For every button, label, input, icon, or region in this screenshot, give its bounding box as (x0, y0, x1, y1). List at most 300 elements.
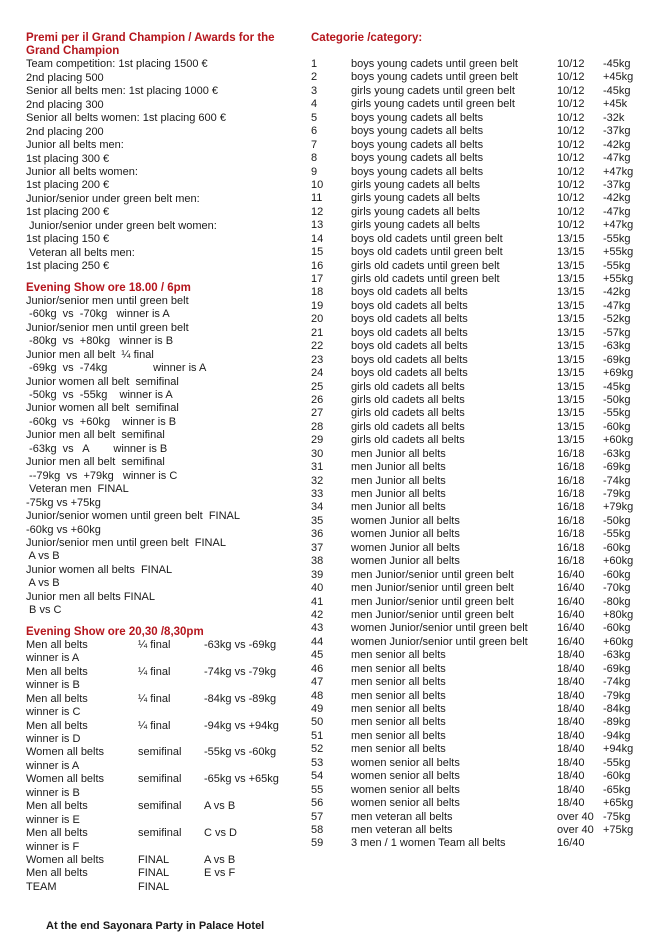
category-description: girls old cadets all belts (351, 393, 465, 406)
category-weight: -65kg (603, 783, 631, 796)
award-line: Junior all belts women: (26, 166, 138, 179)
evening-show-2-row (26, 881, 301, 894)
category-age: 18/40 (557, 649, 585, 662)
category-age: 13/15 (557, 393, 585, 406)
category-weight: +45kg (603, 71, 634, 84)
evening-show-2-row (26, 693, 301, 706)
category-number: 4 (311, 98, 318, 111)
category-description: girls young cadets all belts (351, 219, 481, 232)
category-age: 13/15 (557, 232, 585, 245)
category-weight: -47kg (603, 152, 631, 165)
evening-show-2-list (26, 639, 301, 894)
category-number: 17 (311, 273, 324, 285)
category-number: 56 (311, 797, 324, 810)
category-age: 10/12 (557, 98, 585, 111)
category-description: women senior all belts (351, 756, 460, 769)
evening-show-1-line: Junior/senior men until green belt (26, 321, 189, 334)
match-division: winner is C (26, 706, 81, 719)
evening-show-1-line: Veteran men FINAL (26, 483, 129, 496)
category-weight: -45kg (603, 58, 631, 70)
category-number: 2 (311, 71, 318, 84)
category-age: 18/40 (557, 676, 585, 689)
category-weight: -42kg (603, 138, 631, 151)
category-age: 16/18 (557, 555, 585, 568)
category-weight: -63kg (603, 340, 631, 353)
evening-show-2-row (26, 746, 301, 759)
category-row (311, 770, 661, 783)
category-number: 20 (311, 313, 324, 326)
category-row (311, 112, 661, 125)
category-row (311, 716, 661, 729)
category-description: boys young cadets all belts (351, 138, 484, 151)
category-description: boys old cadets until green belt (351, 232, 503, 245)
category-row (311, 125, 661, 138)
category-number: 51 (311, 729, 324, 742)
category-row (311, 448, 661, 461)
category-description: girls old cadets until green belt (351, 273, 500, 285)
category-weight: -55kg (603, 407, 631, 420)
category-row (311, 730, 661, 743)
category-row (311, 743, 661, 756)
category-age: 18/40 (557, 729, 585, 742)
category-weight: -60kg (603, 568, 631, 581)
category-weight: -69kg (603, 662, 631, 675)
category-description: girls old cadets all belts (351, 434, 465, 447)
category-weight: -55kg (603, 756, 631, 769)
category-weight: -50kg (603, 393, 631, 406)
category-age: 10/12 (557, 205, 585, 218)
right-column (311, 32, 661, 851)
category-row (311, 206, 661, 219)
match-pairing: -84kg vs -89kg (204, 692, 277, 705)
category-description: boys young cadets all belts (351, 152, 484, 165)
evening-show-2-row (26, 773, 301, 786)
category-weight: -69kg (603, 461, 631, 474)
category-row (311, 461, 661, 474)
award-line: 1st placing 200 € (26, 206, 110, 219)
category-number: 42 (311, 608, 324, 621)
category-description: girls old cadets all belts (351, 407, 465, 420)
category-description: women Junior all belts (351, 555, 460, 568)
category-weight: -75kg (603, 810, 631, 823)
category-row (311, 407, 661, 420)
category-description: boys young cadets all belts (351, 111, 484, 124)
category-number: 39 (311, 568, 324, 581)
category-age: 10/12 (557, 138, 585, 151)
evening-show-2-row (26, 639, 301, 652)
category-age: 16/40 (557, 582, 585, 595)
category-row (311, 542, 661, 555)
category-age: 10/12 (557, 111, 585, 124)
category-weight: +47kg (603, 165, 634, 178)
category-number: 7 (311, 138, 318, 151)
evening-show-1-line: Junior men all belt semifinal (26, 456, 165, 469)
category-row (311, 367, 661, 380)
category-row (311, 703, 661, 716)
match-division: Men all belts (26, 827, 88, 840)
category-age: 16/18 (557, 501, 585, 514)
category-description: boys young cadets until green belt (351, 58, 518, 70)
category-number: 31 (311, 461, 324, 474)
category-weight: -63kg (603, 649, 631, 662)
category-row (311, 515, 661, 528)
category-weight: -60kg (603, 770, 631, 783)
category-weight: -57kg (603, 326, 631, 339)
category-weight: +55kg (603, 273, 634, 285)
category-number: 53 (311, 756, 324, 769)
category-age: 13/15 (557, 313, 585, 326)
category-number: 9 (311, 165, 318, 178)
category-age: 18/40 (557, 770, 585, 783)
category-weight: +79kg (603, 501, 634, 514)
match-division: winner is B (26, 786, 80, 799)
category-number: 44 (311, 635, 324, 648)
category-description: men senior all belts (351, 689, 446, 702)
category-weight: +45k (603, 98, 628, 111)
evening-show-2-row (26, 706, 301, 719)
category-number: 18 (311, 286, 324, 299)
category-age: 13/15 (557, 273, 585, 285)
award-line: 1st placing 300 € (26, 152, 110, 165)
match-round: ¼ final (138, 719, 171, 732)
category-row (311, 596, 661, 609)
category-row (311, 327, 661, 340)
evening-show-1-line: -80kg vs +80kg winner is B (26, 335, 174, 348)
category-row (311, 71, 661, 84)
category-description: women senior all belts (351, 797, 460, 810)
category-row (311, 340, 661, 353)
category-number: 40 (311, 582, 324, 595)
category-description: women senior all belts (351, 783, 460, 796)
category-age: 18/40 (557, 743, 585, 756)
category-description: men senior all belts (351, 729, 446, 742)
category-age: 13/15 (557, 380, 585, 393)
category-description: girls old cadets all belts (351, 380, 465, 393)
category-number: 23 (311, 353, 324, 366)
category-description: men veteran all belts (351, 823, 453, 836)
category-age: 13/15 (557, 420, 585, 433)
category-weight: -47kg (603, 205, 631, 218)
evening-show-1-line: A vs B (26, 577, 60, 590)
category-weight: -37kg (603, 125, 631, 138)
category-number: 10 (311, 178, 324, 191)
category-age: 13/15 (557, 286, 585, 299)
category-number: 49 (311, 703, 324, 715)
category-description: women senior all belts (351, 770, 460, 783)
match-pairing: -63kg vs -69kg (204, 638, 277, 651)
category-age: 18/40 (557, 703, 585, 715)
evening-show-2-row (26, 652, 301, 665)
category-row (311, 528, 661, 541)
match-round: FINAL (138, 867, 170, 880)
category-row (311, 797, 661, 810)
category-number: 41 (311, 595, 324, 608)
category-row (311, 313, 661, 326)
evening-show-2-row (26, 800, 301, 813)
category-age: 13/15 (557, 299, 585, 312)
award-line: Junior/senior under green belt women: (26, 219, 217, 232)
category-description: boys old cadets all belts (351, 286, 468, 299)
evening-show-1-line: Junior women all belt semifinal (26, 402, 179, 415)
category-number: 57 (311, 810, 324, 823)
award-line: 2nd placing 200 (26, 125, 104, 138)
evening-show-2-row (26, 814, 301, 827)
category-weight: -89kg (603, 716, 631, 729)
category-age: 13/15 (557, 326, 585, 339)
match-pairing: -55kg vs -60kg (204, 746, 277, 759)
category-row (311, 501, 661, 514)
category-weight: -55kg (603, 528, 631, 541)
category-row (311, 837, 661, 850)
category-weight: -45kg (603, 380, 631, 393)
category-age: 13/15 (557, 246, 585, 259)
category-number: 8 (311, 152, 318, 165)
award-line: 2nd placing 300 (26, 98, 104, 111)
evening-show-1-line: B vs C (26, 604, 62, 617)
category-row (311, 622, 661, 635)
category-number: 30 (311, 447, 324, 460)
evening-show-2-row (26, 666, 301, 679)
category-description: men Junior/senior until green belt (351, 582, 514, 595)
category-weight: -55kg (603, 259, 631, 272)
evening-show-1-line: -60kg vs +60kg (26, 523, 101, 536)
category-description: women Junior all belts (351, 528, 460, 541)
match-round: semifinal (138, 746, 182, 759)
match-pairing: E vs F (204, 867, 236, 880)
category-weight: +60kg (603, 434, 634, 447)
category-description: boys old cadets all belts (351, 313, 468, 326)
category-age: 16/40 (557, 635, 585, 648)
category-number: 19 (311, 299, 324, 312)
category-description: men Junior all belts (351, 488, 446, 500)
category-age: 18/40 (557, 689, 585, 702)
category-number: 6 (311, 125, 318, 138)
category-number: 25 (311, 380, 324, 393)
category-number: 14 (311, 232, 324, 245)
category-age: 16/18 (557, 541, 585, 554)
match-pairing: -65kg vs +65kg (204, 773, 279, 786)
footer-note: At the end Sayonara Party in Palace Hotel (46, 920, 265, 932)
category-age: 13/15 (557, 353, 585, 366)
category-number: 1 (311, 58, 318, 70)
match-division: TEAM (26, 880, 57, 893)
match-division: Men all belts (26, 867, 88, 880)
category-description: women Junior all belts (351, 541, 460, 554)
category-description: girls young cadets all belts (351, 205, 481, 218)
category-description: women Junior/senior until green belt (351, 622, 528, 635)
category-number: 59 (311, 837, 324, 850)
category-number: 55 (311, 783, 324, 796)
category-description: boys young cadets all belts (351, 125, 484, 138)
evening-show-1-line: -75kg vs +75kg (26, 496, 101, 509)
awards-list (26, 58, 301, 273)
award-line: 1st placing 200 € (26, 179, 110, 192)
category-description: men Junior/senior until green belt (351, 568, 514, 581)
category-age: 10/12 (557, 219, 585, 232)
category-number: 22 (311, 340, 324, 353)
evening-show-2-row (26, 720, 301, 733)
category-description: boys old cadets until green belt (351, 246, 503, 259)
evening-show-1-line: Junior men all belts FINAL (26, 590, 155, 603)
category-row (311, 300, 661, 313)
award-line: Junior all belts men: (26, 139, 124, 152)
category-description: men Junior all belts (351, 447, 446, 460)
award-line: 1st placing 250 € (26, 260, 110, 273)
award-line: 2nd placing 500 (26, 71, 104, 84)
category-description: boys old cadets all belts (351, 326, 468, 339)
evening-show-2-row (26, 787, 301, 800)
match-round: FINAL (138, 853, 170, 866)
category-row (311, 260, 661, 273)
evening-show-1-line: -50kg vs -55kg winner is A (26, 389, 173, 402)
category-row (311, 139, 661, 152)
category-weight: +60kg (603, 635, 634, 648)
match-division: Men all belts (26, 638, 88, 651)
category-row (311, 488, 661, 501)
evening-show-1-line: Junior men all belt semifinal (26, 429, 165, 442)
category-number: 43 (311, 622, 324, 635)
category-age: 18/40 (557, 783, 585, 796)
category-row (311, 555, 661, 568)
category-number: 46 (311, 662, 324, 675)
category-age: 16/18 (557, 528, 585, 541)
category-weight: -84kg (603, 703, 631, 715)
category-description: 3 men / 1 women Team all belts (351, 837, 506, 850)
category-row (311, 166, 661, 179)
category-row (311, 649, 661, 662)
evening-show-2-row (26, 733, 301, 746)
category-weight: -74kg (603, 474, 631, 487)
category-row (311, 582, 661, 595)
category-row (311, 58, 661, 71)
category-weight: -42kg (603, 286, 631, 299)
category-weight: +94kg (603, 743, 634, 756)
category-description: girls old cadets until green belt (351, 259, 500, 272)
category-weight: +75kg (603, 823, 634, 836)
evening-show-1-line: -60kg vs +60kg winner is B (26, 415, 177, 428)
category-row (311, 192, 661, 205)
category-weight: -55kg (603, 232, 631, 245)
category-description: men senior all belts (351, 676, 446, 689)
evening-show-2-row (26, 827, 301, 840)
category-weight: -79kg (603, 488, 631, 500)
category-age: 16/18 (557, 514, 585, 527)
evening-show-1-line: Junior/senior men until green belt (26, 294, 189, 307)
evening-show-1-line: Junior men all belt ¼ final (26, 348, 154, 361)
category-row (311, 811, 661, 824)
category-row (311, 434, 661, 447)
match-pairing: -74kg vs -79kg (204, 665, 277, 678)
categories-list (311, 58, 661, 851)
category-number: 13 (311, 219, 324, 232)
category-description: girls old cadets all belts (351, 420, 465, 433)
category-weight: -63kg (603, 447, 631, 460)
category-weight: +55kg (603, 246, 634, 259)
category-number: 21 (311, 326, 324, 339)
category-description: boys young cadets until green belt (351, 71, 518, 84)
category-description: men senior all belts (351, 662, 446, 675)
category-number: 35 (311, 514, 324, 527)
award-line: Senior all belts men: 1st placing 1000 € (26, 85, 219, 98)
category-age: 18/40 (557, 797, 585, 810)
category-number: 48 (311, 689, 324, 702)
category-age: 18/40 (557, 756, 585, 769)
evening-show-2-row (26, 854, 301, 867)
category-weight: -50kg (603, 514, 631, 527)
category-weight: -52kg (603, 313, 631, 326)
category-row (311, 394, 661, 407)
evening-show-1-line: Junior women all belt semifinal (26, 375, 179, 388)
category-row (311, 179, 661, 192)
category-age: 10/12 (557, 125, 585, 138)
category-number: 38 (311, 555, 324, 568)
category-number: 34 (311, 501, 324, 514)
category-age: 13/15 (557, 340, 585, 353)
match-division: Men all belts (26, 692, 88, 705)
category-number: 24 (311, 367, 324, 380)
category-age: 16/18 (557, 461, 585, 474)
category-weight: -69kg (603, 353, 631, 366)
left-column (26, 32, 301, 894)
award-line: Veteran all belts men: (26, 246, 135, 259)
category-age: 13/15 (557, 259, 585, 272)
match-round: semifinal (138, 773, 182, 786)
match-round: ¼ final (138, 665, 171, 678)
category-weight: +80kg (603, 608, 634, 621)
category-description: girls young cadets until green belt (351, 98, 515, 111)
category-age: 16/40 (557, 595, 585, 608)
category-row (311, 152, 661, 165)
category-description: men Junior all belts (351, 501, 446, 514)
category-description: boys young cadets all belts (351, 165, 484, 178)
category-age: 13/15 (557, 367, 585, 380)
category-number: 5 (311, 111, 318, 124)
match-division: winner is E (26, 813, 80, 826)
category-description: girls young cadets until green belt (351, 84, 515, 97)
evening-show-1-heading: Evening Show ore 18.00 / 6pm (26, 281, 191, 294)
category-number: 15 (311, 246, 324, 259)
category-weight: +69kg (603, 367, 634, 380)
award-line: Junior/senior under green belt men: (26, 192, 200, 205)
category-weight: -32k (603, 111, 625, 124)
category-number: 11 (311, 192, 323, 205)
match-division: winner is D (26, 733, 81, 745)
category-age: over 40 (557, 823, 594, 836)
category-age: 16/40 (557, 837, 585, 850)
evening-show-1-line: Junior/senior women until green belt FINAL (26, 510, 240, 523)
category-number: 3 (311, 84, 318, 97)
category-age: 16/40 (557, 608, 585, 621)
evening-show-1-line: -69kg vs -74kg winner is A (26, 362, 207, 375)
evening-show-2-row (26, 679, 301, 692)
category-row (311, 475, 661, 488)
match-pairing: C vs D (204, 827, 237, 840)
match-pairing: A vs B (204, 853, 236, 866)
category-number: 16 (311, 259, 324, 272)
category-number: 54 (311, 770, 324, 783)
evening-show-1-line: Junior women all belts FINAL (26, 563, 173, 576)
match-division: Women all belts (26, 853, 105, 866)
category-description: women Junior/senior until green belt (351, 635, 528, 648)
category-weight: -79kg (603, 689, 631, 702)
match-division: Women all belts (26, 773, 105, 786)
category-weight: -47kg (603, 299, 631, 312)
category-weight: -70kg (603, 582, 631, 595)
category-row (311, 98, 661, 111)
category-weight: -80kg (603, 595, 631, 608)
category-weight: +65kg (603, 797, 634, 810)
category-row (311, 273, 661, 286)
